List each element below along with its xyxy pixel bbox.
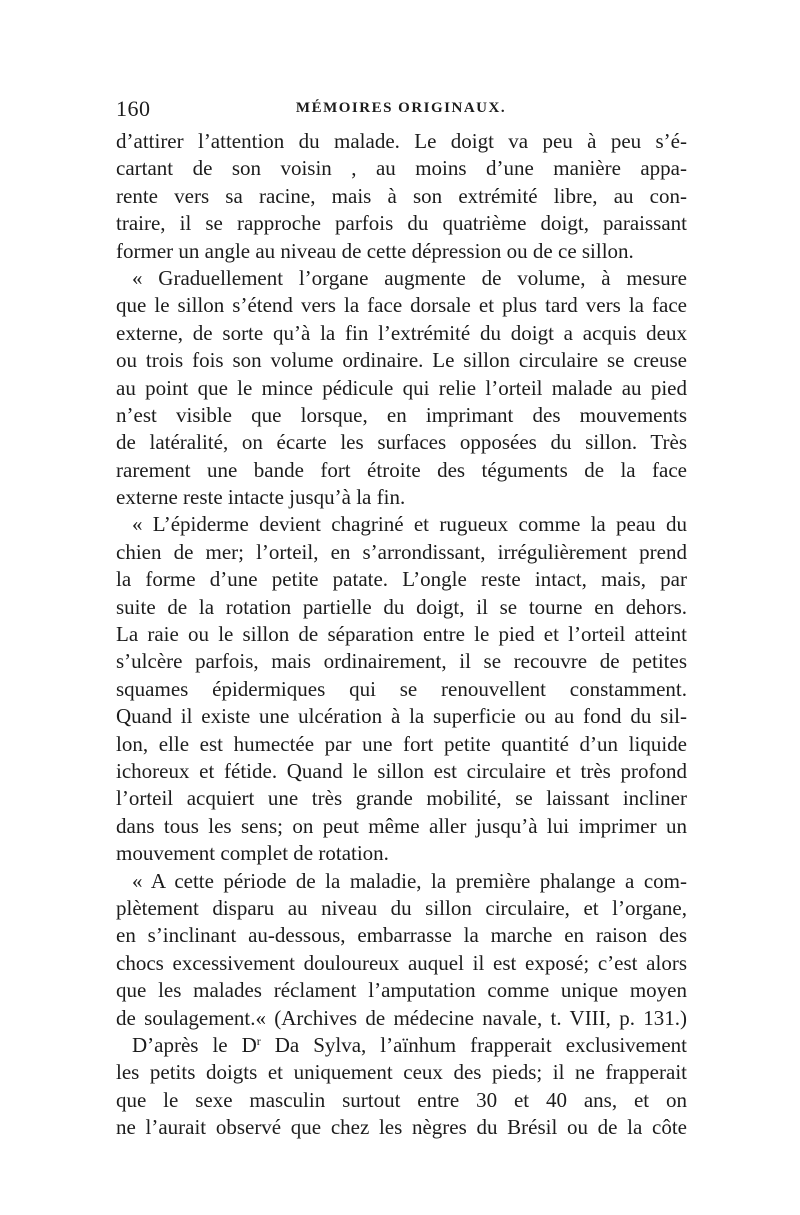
text-line: de latéralité, on écarte les surfaces opposées du sillon. Très [116, 430, 687, 455]
running-head: MÉMOIRES ORIGINAUX. [295, 100, 507, 116]
text-line: traire, il se rapproche parfois du quatrième doigt, paraissant [116, 211, 687, 236]
text-line: rente vers sa racine, mais à son extrémité libre, au con- [116, 183, 687, 208]
text-line: externe reste intacte jusqu’à la fin. [116, 485, 406, 510]
text-line: chien de mer; l’orteil, en s’arrondissant, irrégulièrement prend [116, 539, 687, 564]
text-line: squames épidermiques qui se renouvellent constamment. [116, 676, 687, 701]
text-line: suite de la rotation partielle du doigt, il se tourne en dehors. [116, 594, 687, 619]
superscript: r [256, 1033, 261, 1048]
text-line: ichoreux et fétide. Quand le sillon est circulaire et très profond [116, 758, 687, 783]
text-line: de soulagement.« (Archives de médecine navale, t. VIII, p. 131.) [116, 1005, 687, 1030]
text-line [116, 1032, 687, 1059]
text-line: que les malades réclament l’amputation comme unique moyen [116, 978, 687, 1003]
text-line: lon, elle est humectée par une fort petite quantité d’un liquide [116, 731, 687, 756]
text-line: que le sexe masculin surtout entre 30 et 40 ans, et on [116, 1087, 687, 1112]
text-line: l’orteil acquiert une très grande mobilité, se laissant incliner [116, 786, 687, 811]
text-line: « Graduellement l’organe augmente de volume, à mesure [132, 265, 687, 290]
text-line: au point que le mince pédicule qui relie l’orteil malade au pied [116, 375, 687, 400]
text-line: mouvement complet de rotation. [116, 841, 389, 866]
text-fragment: D’après le D [132, 1032, 257, 1057]
text-line: s’ulcère parfois, mais ordinairement, il se recouvre de petites [116, 649, 687, 674]
page-number: 160 [116, 96, 151, 121]
page-header [116, 96, 686, 124]
text-line: en s’inclinant au-dessous, embarrasse la marche en raison des [116, 923, 687, 948]
text-line: plètement disparu au niveau du sillon circulaire, et l’organe, [116, 895, 687, 920]
text-line: rarement une bande fort étroite des téguments de la face [116, 457, 687, 482]
text-line: ou trois fois son volume ordinaire. Le sillon circulaire se creuse [116, 348, 687, 373]
text-line: Quand il existe une ulcération à la superficie ou au fond du sil- [116, 704, 687, 729]
text-line: former un angle au niveau de cette dépression ou de ce sillon. [116, 238, 634, 263]
text-fragment: Da Sylva, l’aïnhum frapperait exclusivement [260, 1032, 687, 1057]
text-line: La raie ou le sillon de séparation entre le pied et l’orteil atteint [116, 622, 687, 647]
text-line: externe, de sorte qu’à la fin l’extrémité du doigt a acquis deux [116, 320, 687, 345]
text-line: d’attirer l’attention du malade. Le doigt va peu à peu s’é- [116, 129, 687, 153]
text-line: que le sillon s’étend vers la face dorsale et plus tard vers la face [116, 293, 687, 318]
text-line: chocs excessivement douloureux auquel il est exposé; c’est alors [116, 950, 687, 975]
body-text [116, 128, 687, 1141]
text-line: cartant de son voisin , au moins d’une manière appa- [116, 156, 687, 181]
text-line: ne l’aurait observé que chez les nègres du Brésil ou de la côte [116, 1115, 687, 1140]
text-line: n’est visible que lorsque, en imprimant des mouvements [116, 402, 687, 427]
text-line: dans tous les sens; on peut même aller jusqu’à lui imprimer un [116, 813, 687, 838]
text-line: « L’épiderme devient chagriné et rugueux comme la peau du [132, 512, 687, 537]
text-line: la forme d’une petite patate. L’ongle reste intact, mais, par [116, 567, 687, 592]
text-line: les petits doigts et uniquement ceux des pieds; il ne frapperait [116, 1060, 687, 1085]
text-line: « A cette période de la maladie, la première phalange a com- [132, 868, 687, 893]
